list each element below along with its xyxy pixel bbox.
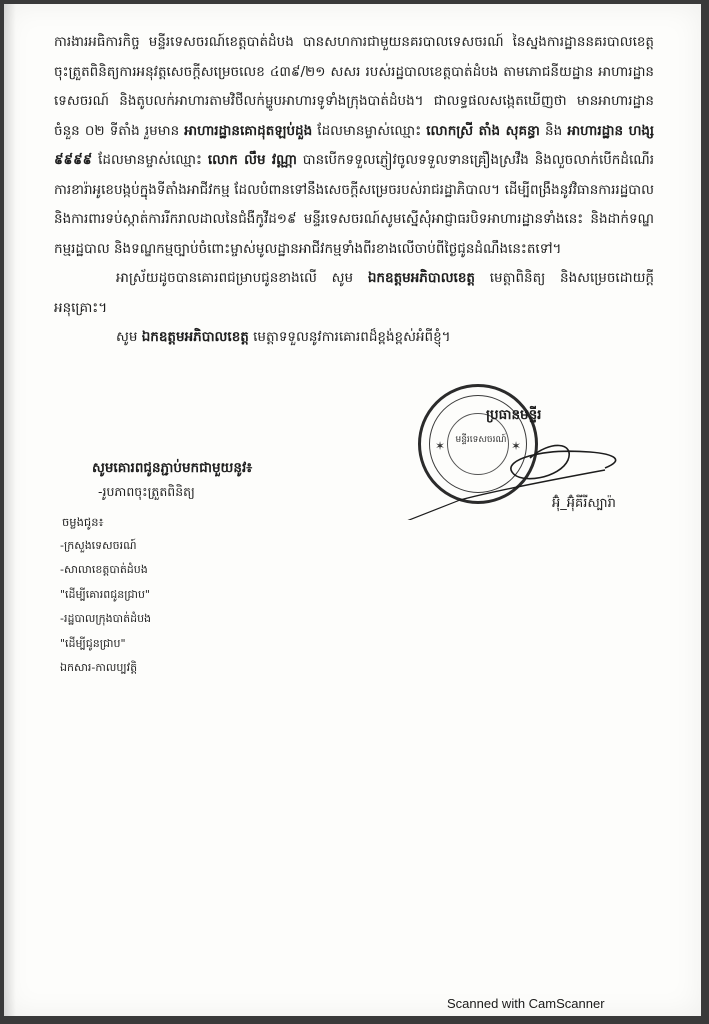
- bold-text-run: អាហារដ្ឋានគោដុតឡប់ដួង: [184, 122, 313, 139]
- letter-body: [54, 28, 654, 353]
- cc-item: "ដើម្បីគោរពជូនជ្រាប": [60, 587, 150, 601]
- paragraph-3: [54, 323, 654, 353]
- attachments-heading: សូមគោរពជូនភ្ជាប់មកជាមួយនូវ៖: [92, 460, 253, 476]
- seal-star-icon: ✶: [435, 439, 446, 453]
- bold-text-run: លោកស្រី តាំង សុគន្ធា: [426, 122, 540, 139]
- bold-text-run: ឯកឧត្តមអភិបាលខេត្ត: [367, 270, 475, 286]
- cc-heading: ចម្លងជូន៖: [62, 515, 104, 529]
- text-run: មេត្តាទទួលនូវការគោរពដ៏ខ្ពង់ខ្ពស់អំពីខ្ញុំ។: [248, 329, 451, 345]
- cc-item: -ក្រសួងទេសចរណ៍: [60, 539, 137, 552]
- cc-item: "ដើម្បីជូនជ្រាប": [60, 636, 126, 650]
- seal-star-icon: ✶: [510, 439, 521, 453]
- seal-text: មន្ទីរទេសចរណ៍: [455, 435, 507, 445]
- signatory-name: អ៊ុំ_អ៊ុំគីរីស្បារ៉ា: [552, 496, 616, 511]
- cc-item: -រដ្ឋបាលក្រុងបាត់ដំបង: [60, 612, 152, 626]
- text-run: និង: [539, 122, 568, 139]
- bold-text-run: ឯកឧត្តមអភិបាលខេត្ត: [141, 329, 249, 345]
- page-shadow-edge: [4, 4, 16, 1016]
- paragraph-2: [54, 264, 654, 323]
- text-run: ការងារអធិការកិច្ច មន្ទីរទេសចរណ៍ខេត្តបាត់ដំបង បានសហការជាមួយនគរបាលទេសចរណ៍ នៃស្នងការដ្ឋាននគរបាលខេត្ត ចុះត្រួតពិនិត្យការអនុវត្តសេចក្តីសម្រេចលេខ ៤៣៩/២១ សសរ របស់រដ្ឋបាលខេត្តបាត់ដំបង តាមភោជនីយដ្ឋាន អាហារដ្ឋានទេសចរណ៍ និងតូបលក់អាហារតាមវិថីលក់ម្ហូបអាហារទូទាំងក្រុងបាត់ដំបង។ ជាលទ្ធផលសង្កេតឃើញថា មានអាហារដ្ឋានចំនួន ០២ ទីតាំង រួមមាន: [54, 34, 654, 139]
- text-run: អាស្រ័យដូចបានគោរពជម្រាបជូនខាងលើ សូម: [116, 270, 368, 286]
- bold-text-run: លោក លឹម វណ្ណា: [207, 152, 297, 168]
- bold-text-run: អាហារដ្ឋាន ហង្ស ៩៩៩៩: [54, 122, 655, 168]
- attachment-item: -រូបភាពចុះត្រួតពិនិត្យ: [98, 484, 195, 499]
- cc-item: -សាលាខេត្តបាត់ដំបង: [60, 563, 148, 577]
- scanner-watermark: Scanned with CamScanner: [447, 996, 605, 1011]
- cc-section: [60, 510, 151, 680]
- text-run: ដែលមានម្ចាស់ឈ្មោះ: [92, 152, 208, 168]
- text-run: សូម: [116, 329, 142, 345]
- text-run: មេត្តាពិនិត្យ និងសម្រេចដោយក្តីអនុគ្រោះ។: [54, 270, 654, 316]
- signatory-title: ប្រធានមន្ទីរ: [486, 407, 542, 423]
- text-run: បានបើកទទួលភ្ញៀវចូលទទួលទានគ្រឿងស្រវឹង និងលួចលាក់បើកដំណើរការខារ៉ាអូខេបង្កប់ក្នុងទីតាំងអាជីវកម្ម ដែលបំពានទៅនឹងសេចក្តីសម្រេចរបស់រាជរដ្ឋាភិបាល។ ដើម្បីពង្រឹងនូវវិធានការរដ្ឋបាល និងការពារទប់ស្កាត់ការរីករាលដាលនៃជំងឺកូវីដ១៩ មន្ទីរទេសចរណ៍សូមស្នើសុំអាជ្ញាធរបិទអាហារដ្ឋានទាំងនេះ និងដាក់ទណ្ឌកម្មរដ្ឋបាល និងទណ្ឌកម្មច្បាប់ចំពោះម្ចាស់មូលដ្ឋានអាជីវកម្មទាំងពីរខាងលើចាប់ពីថ្ងៃជូនដំណឹងនេះតទៅ។: [54, 152, 654, 257]
- attachments-section: [92, 456, 252, 503]
- text-run: ដែលមានម្ចាស់ឈ្មោះ: [312, 122, 427, 139]
- paragraph-1: [54, 28, 654, 264]
- cc-item: ឯកសារ-កាលប្បវត្តិ: [60, 661, 138, 675]
